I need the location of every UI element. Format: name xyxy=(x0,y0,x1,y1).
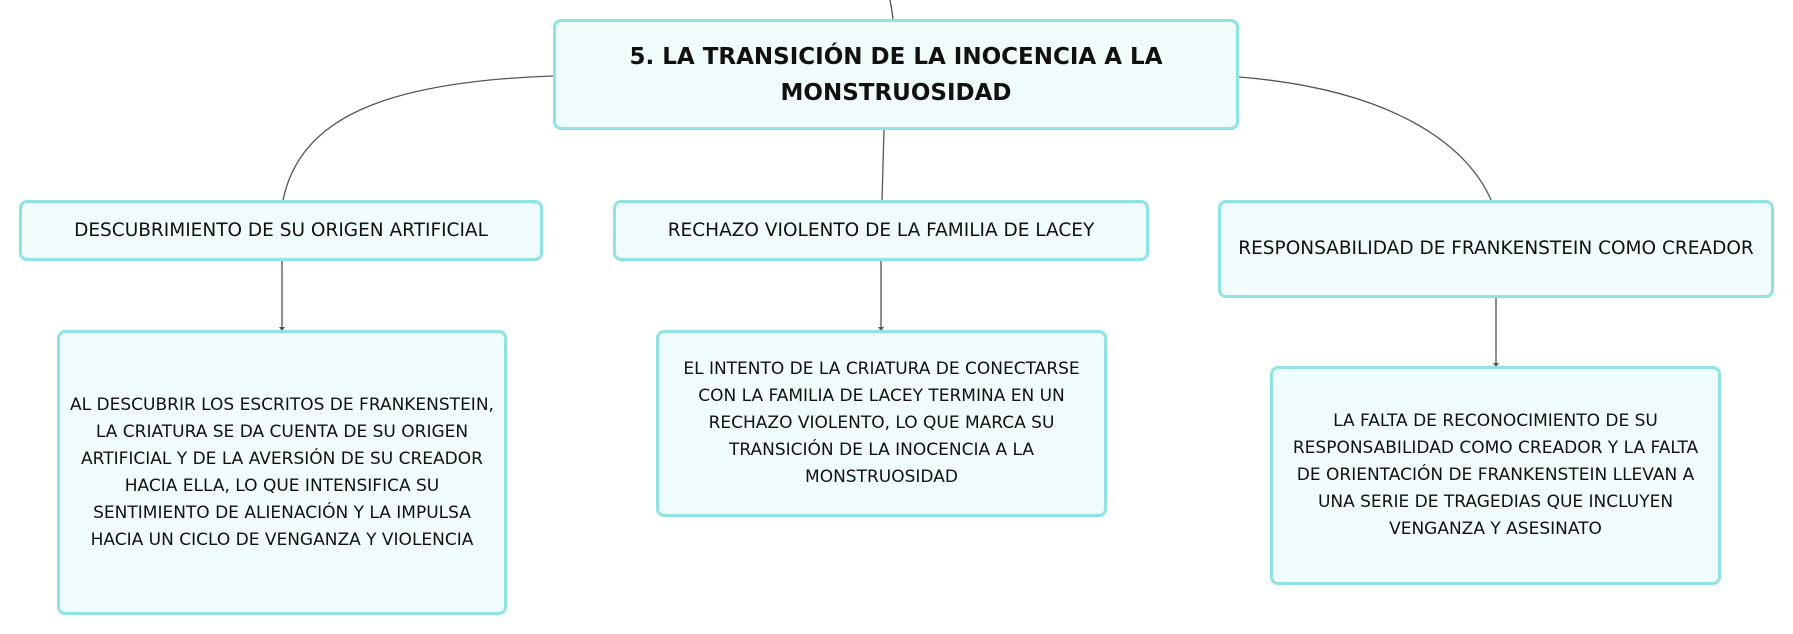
branch-label: RECHAZO VIOLENTO DE LA FAMILIA DE LACEY xyxy=(667,219,1095,241)
detail-node-responsibility[interactable] xyxy=(1270,366,1721,585)
root-topic-node[interactable] xyxy=(553,19,1239,130)
connector-to-parent xyxy=(890,0,893,19)
detail-text: EL INTENTO DE LA CRIATURA DE CONECTARSE CON LA FAMILIA DE LACEY TERMINA EN UN RECHAZO VIOLENTO, LO QUE MARCA SU TRANSICIÓN DE LA INOCENCIA A LA MONSTRUOSIDAD xyxy=(683,359,1080,487)
branch-node-rejection[interactable] xyxy=(613,200,1149,261)
connector-root-to-branch-1 xyxy=(283,76,553,200)
branch-label: DESCUBRIMIENTO DE SU ORIGEN ARTIFICIAL xyxy=(74,219,488,241)
branch-node-origin[interactable] xyxy=(19,200,543,261)
connector-root-to-branch-3 xyxy=(1239,77,1491,200)
detail-text: AL DESCUBRIR LOS ESCRITOS DE FRANKENSTEIN, LA CRIATURA SE DA CUENTA DE SU ORIGEN ARTIFICIAL Y DE LA AVERSIÓN DE SU CREADOR HACIA ELLA, LO QUE INTENSIFICA SU SENTIMIENTO DE ALIENACIÓN Y LA IMPULSA HACIA UN CICLO DE VENGANZA Y VIOLENCIA xyxy=(70,394,494,550)
detail-node-rejection[interactable] xyxy=(656,330,1107,517)
branch-node-responsibility[interactable] xyxy=(1218,200,1774,298)
branch-label: RESPONSABILIDAD DE FRANKENSTEIN COMO CREADOR xyxy=(1238,238,1754,259)
connector-root-to-branch-2 xyxy=(882,130,884,200)
detail-node-origin[interactable] xyxy=(57,330,507,615)
root-topic-title: 5. LA TRANSICIÓN DE LA INOCENCIA A LA MONSTRUOSIDAD xyxy=(629,43,1163,106)
detail-text: LA FALTA DE RECONOCIMIENTO DE SU RESPONSABILIDAD COMO CREADOR Y LA FALTA DE ORIENTACIÓN DE FRANKENSTEIN LLEVAN A UNA SERIE DE TRAGEDIAS QUE INCLUYEN VENGANZA Y ASESINATO xyxy=(1292,411,1699,539)
